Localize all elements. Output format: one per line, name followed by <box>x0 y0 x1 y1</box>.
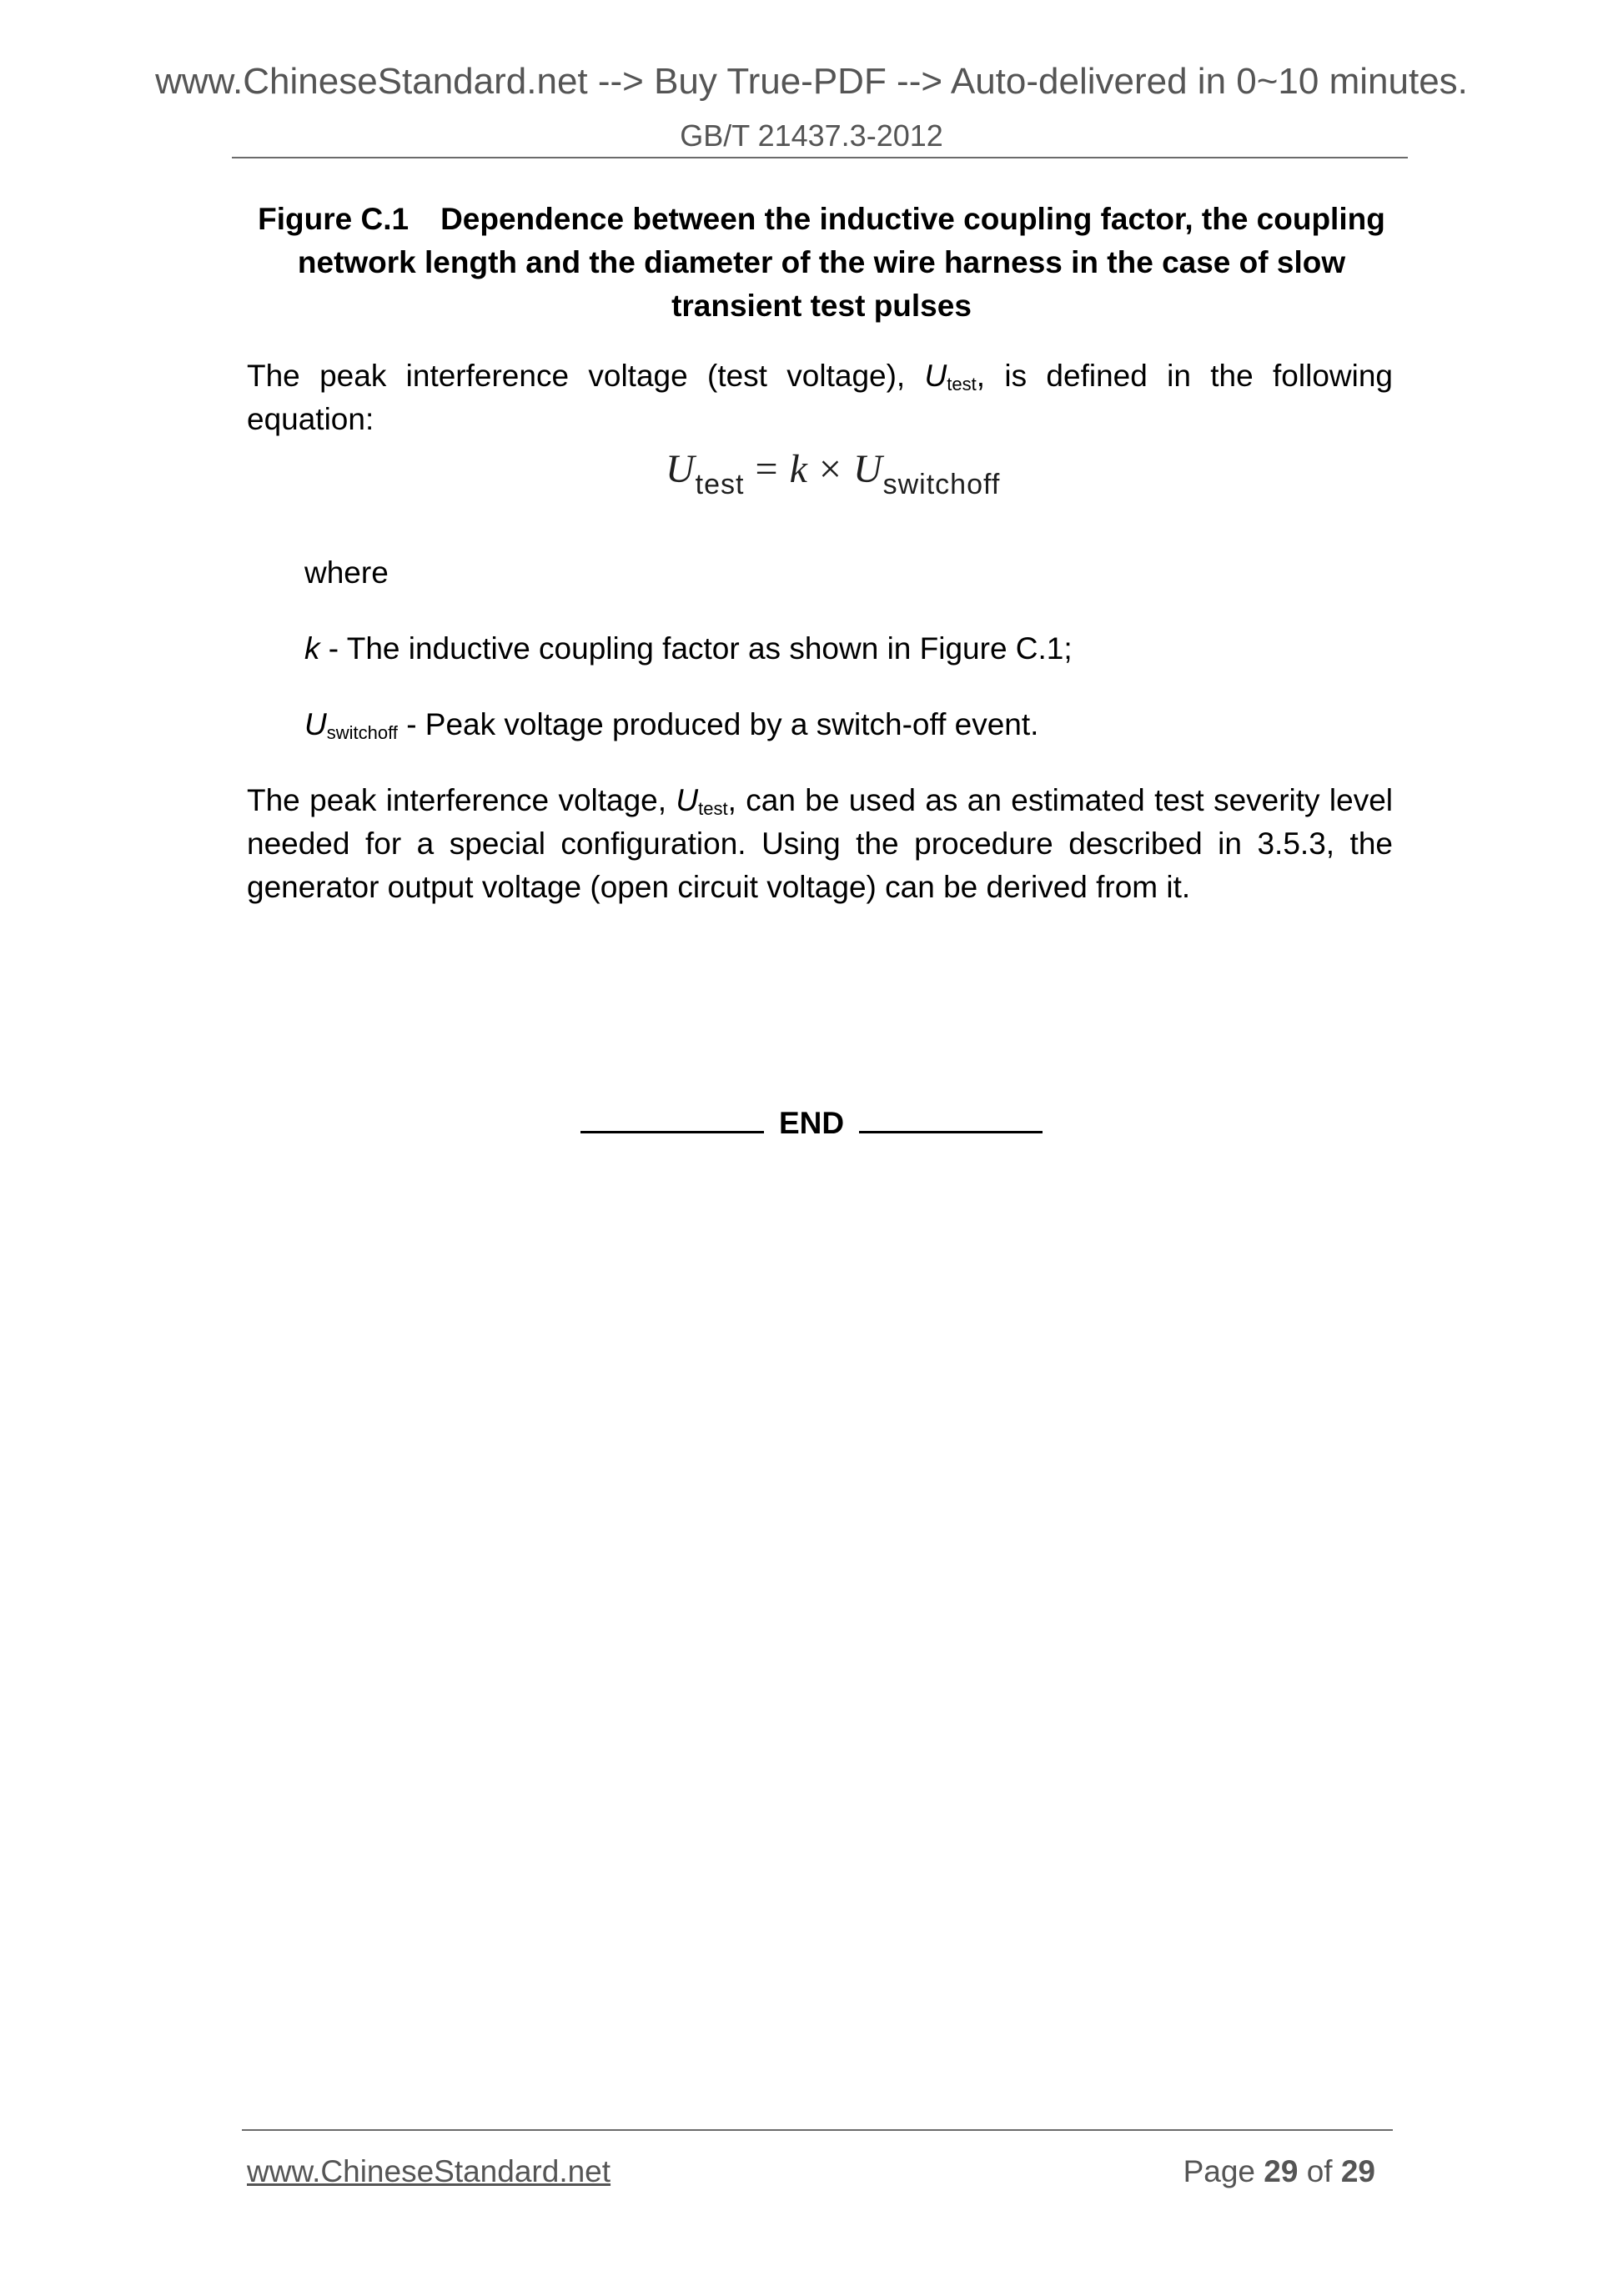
figure-caption <box>242 198 1401 328</box>
equation-operator: = <box>744 447 790 491</box>
intro-paragraph <box>247 354 1393 441</box>
definition-u-sub: switchoff <box>326 722 398 743</box>
intro-symbol-sub: test <box>947 374 977 394</box>
standard-number: GB/T 21437.3-2012 <box>680 118 943 153</box>
figure-title-line-3: transient test pulses <box>671 289 972 323</box>
definition-k-text: - The inductive coupling factor as shown in Figure C.1; <box>319 631 1073 666</box>
intro-symbol: U <box>924 359 947 393</box>
definition-u-symbol: U <box>304 707 327 741</box>
equation-times: × <box>807 447 853 491</box>
definition-uswitchoff <box>304 703 1038 746</box>
equation-lhs-sub: test <box>695 469 745 500</box>
conclusion-paragraph <box>247 779 1393 909</box>
intro-text-before: The peak interference voltage (test voltage), <box>247 359 925 393</box>
page-total: 29 <box>1340 2154 1375 2188</box>
equation-rhs-sub: switchoff <box>882 469 1001 500</box>
figure-label: Figure C.1 <box>258 202 410 236</box>
end-rule-right <box>859 1103 1043 1133</box>
definition-k <box>304 627 1073 671</box>
page-number <box>1183 2154 1375 2189</box>
equation-lhs: U <box>666 447 696 491</box>
page-current: 29 <box>1264 2154 1299 2188</box>
footer-divider <box>242 2129 1393 2131</box>
intro-text-after: , is defined in the following equation: <box>247 359 1393 436</box>
equation-factor: k <box>789 447 808 491</box>
definition-u-text: - Peak voltage produced by a switch-off event. <box>397 707 1039 741</box>
end-text: END <box>778 1106 845 1140</box>
figure-title-line-2: network length and the diameter of the wire harness in the case of slow <box>297 245 1346 279</box>
equation <box>666 446 1001 500</box>
footer-site-link[interactable]: www.ChineseStandard.net <box>247 2154 611 2188</box>
conclusion-symbol-sub: test <box>698 798 728 819</box>
page-word: Page <box>1183 2154 1255 2188</box>
conclusion-text-after: , can be used as an estimated test severity level needed for a special configuration. Using the procedure described in 3.5.3, the generator output voltage (open circuit voltage) can be derived from it. <box>247 783 1393 904</box>
equation-rhs: U <box>852 447 883 491</box>
conclusion-symbol: U <box>676 783 699 817</box>
site-banner[interactable]: www.ChineseStandard.net --> Buy True-PDF --> Auto-delivered in 0~10 minutes. <box>155 61 1468 102</box>
figure-title-line-1: Dependence between the inductive coupling factor, the coupling <box>440 202 1385 236</box>
header-divider <box>232 157 1408 158</box>
definition-k-symbol: k <box>304 631 320 666</box>
where-label: where <box>304 555 389 590</box>
end-marker <box>0 1103 1623 1141</box>
conclusion-text-before: The peak interference voltage, <box>247 783 676 817</box>
page-of: of <box>1306 2154 1333 2188</box>
end-rule-left <box>580 1103 764 1133</box>
